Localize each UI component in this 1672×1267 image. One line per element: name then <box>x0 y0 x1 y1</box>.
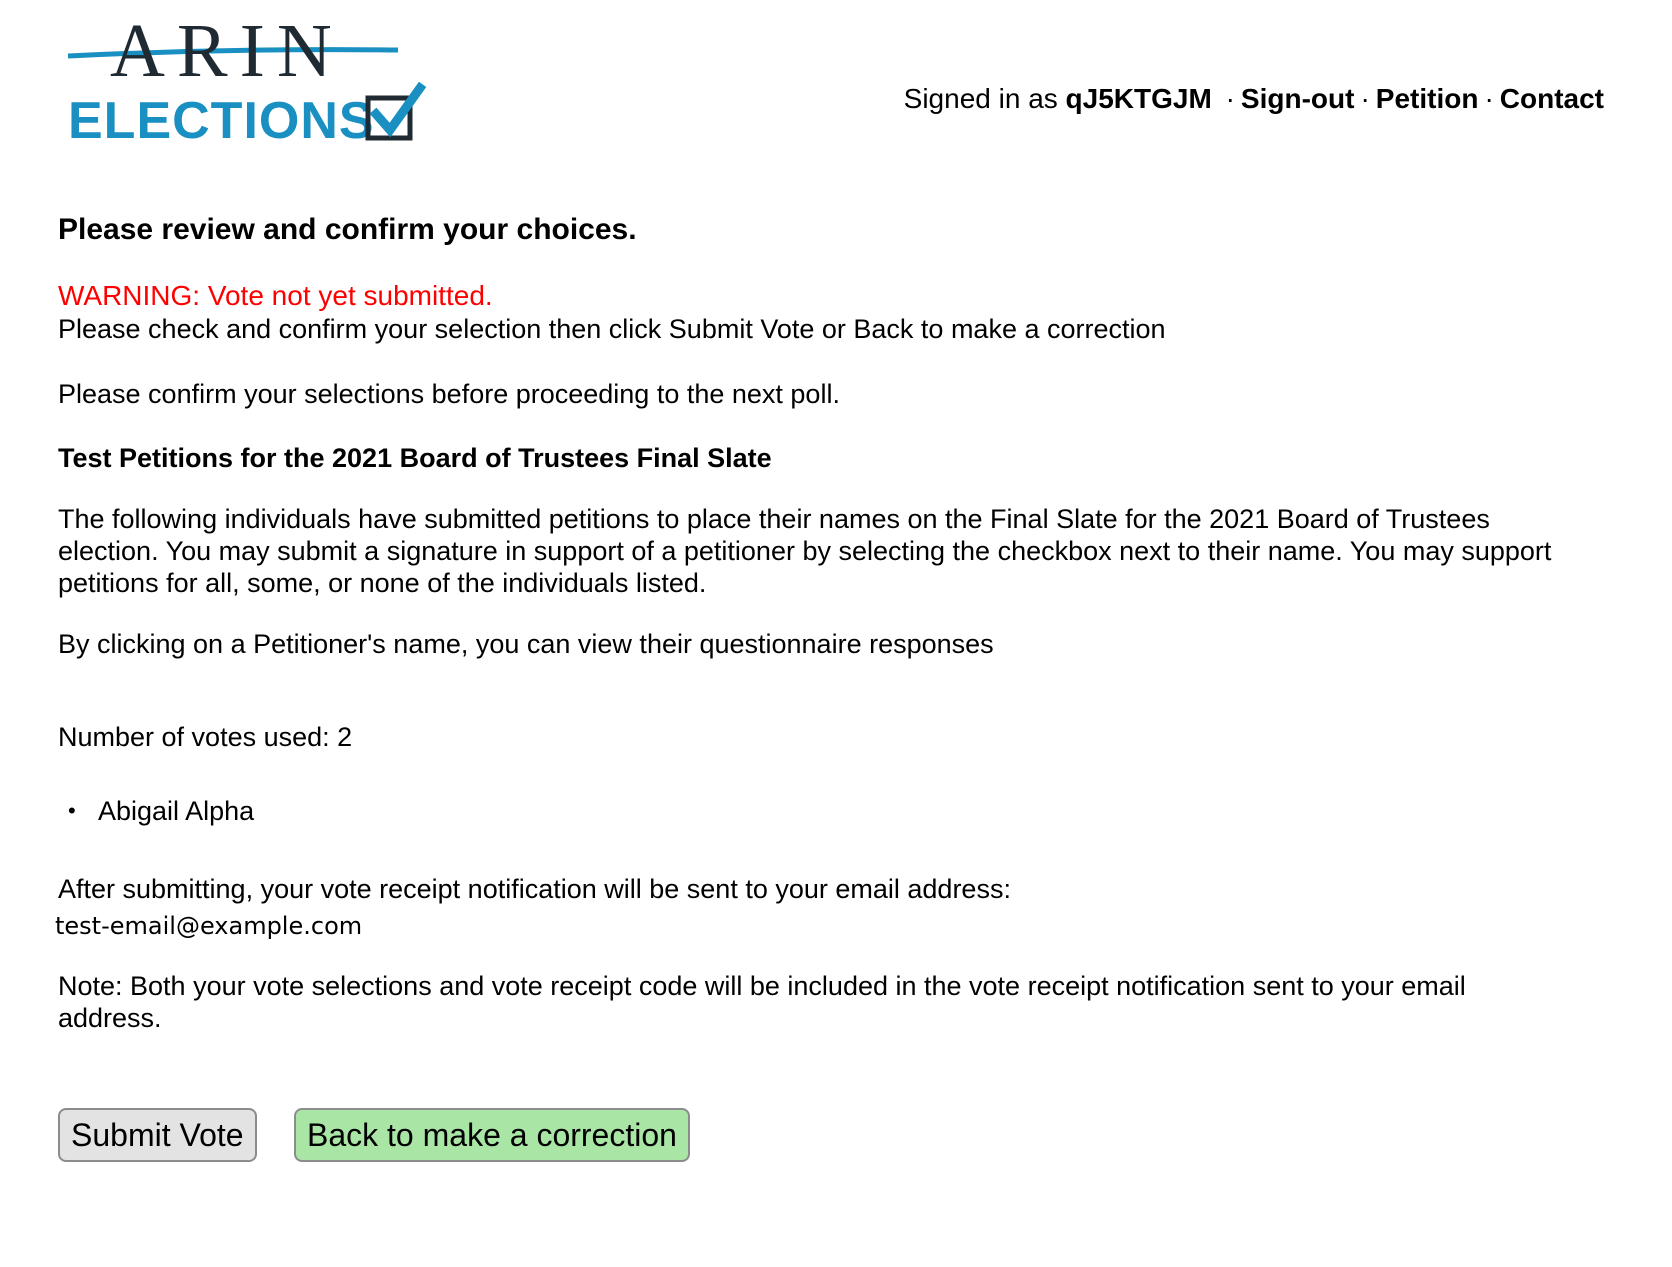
username: qJ5KTGJM <box>1065 83 1212 114</box>
after-submit-text: After submitting, your vote receipt notification will be sent to your email address: <box>58 874 1011 904</box>
receipt-note: Note: Both your vote selections and vote receipt code will be included in the vote receipt notification sent to your email address. <box>58 971 1466 1033</box>
contact-link[interactable]: Contact <box>1499 83 1604 114</box>
top-navigation <box>904 82 1604 116</box>
nav-separator: · <box>1484 83 1494 114</box>
sign-out-link[interactable]: Sign-out <box>1240 83 1355 114</box>
instruction-text: Please check and confirm your selection then click Submit Vote or Back to make a correction <box>58 314 1166 344</box>
submit-vote-button[interactable]: Submit Vote <box>58 1108 257 1162</box>
poll-description: The following individuals have submitted petitions to place their names on the Final Slate for the 2021 Board of Trustees election. You may submit a signature in support of a petitioner by selecting the checkbox next to their name. You may support petitions for all, some, or none of the individuals listed. <box>58 504 1552 598</box>
arin-elections-logo[interactable] <box>68 14 468 154</box>
email-address: test-email@example.com <box>55 912 363 940</box>
selection-list <box>58 795 254 827</box>
poll-title: Test Petitions for the 2021 Board of Trustees Final Slate <box>58 443 772 473</box>
questionnaire-note: By clicking on a Petitioner's name, you can view their questionnaire responses <box>58 629 994 659</box>
back-button[interactable]: Back to make a correction <box>294 1108 690 1162</box>
nav-separator: · <box>1360 83 1370 114</box>
confirm-note: Please confirm your selections before proceeding to the next poll. <box>58 379 840 409</box>
warning-message: WARNING: Vote not yet submitted. <box>58 280 493 311</box>
nav-separator: · <box>1225 83 1235 114</box>
list-item: • Abigail Alpha <box>58 795 254 827</box>
signed-in-label: Signed in as <box>903 83 1058 114</box>
checkbox-check-icon <box>368 88 420 138</box>
votes-used: Number of votes used: 2 <box>58 722 353 752</box>
logo-arin-text: ARIN <box>110 14 344 93</box>
petition-link[interactable]: Petition <box>1375 83 1479 114</box>
page-title: Please review and confirm your choices. <box>58 213 637 246</box>
logo-elections-text: ELECTIONS <box>68 92 375 150</box>
